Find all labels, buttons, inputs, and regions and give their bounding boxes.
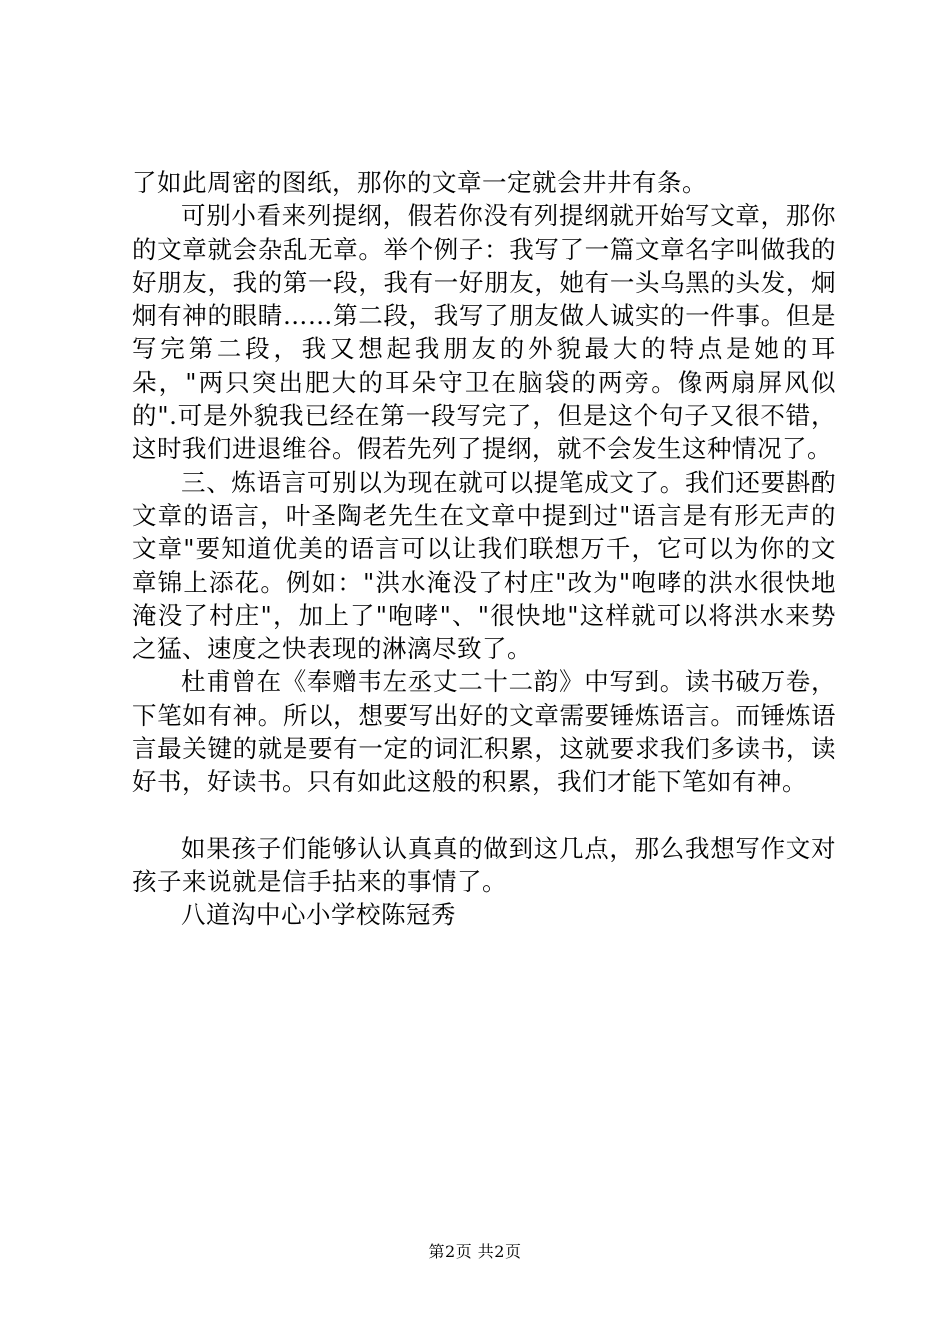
paragraph-conclusion: 如果孩子们能够认认真真的做到这几点，那么我想写作文对孩子来说就是信手拈来的事情了。: [132, 833, 836, 896]
paragraph-du-fu: 杜甫曾在《奉赠韦左丞丈二十二韵》中写到。读书破万卷，下笔如有神。所以，想要写出好的文章需要锤炼语言。而锤炼语言最关键的就是要有一定的词汇积累，这就要求我们多读书，读好书，好读书。只有如此这般的积累，我们才能下笔如有神。: [132, 667, 836, 797]
page-number-footer: 第2页 共2页: [428, 1242, 522, 1261]
paragraph-outline: 可别小看来列提纲，假若你没有列提纲就开始写文章，那你的文章就会杂乱无章。举个例子：我写了一篇文章名字叫做我的好朋友，我的第一段，我有一好朋友，她有一头乌黑的头发，炯炯有神的眼睛……第二段，我写了朋友做人诚实的一件事。但是写完第二段，我又想起我朋友的外貌最大的特点是她的耳朵，"两只突出肥大的耳朵守卫在脑袋的两旁。像两扇屏风似的".可是外貌我已经在第一段写完了，但是这个句子又很不错，这时我们进退维谷。假若先列了提纲，就不会发生这种情况了。: [132, 201, 836, 464]
paragraph-language: 三、炼语言可别以为现在就可以提笔成文了。我们还要斟酌文章的语言，叶圣陶老先生在文章中提到过"语言是有形无声的文章"要知道优美的语言可以让我们联想万千，它可以为你的文章锦上添花。例如："洪水淹没了村庄"改为"咆哮的洪水很快地淹没了村庄"，加上了"咆哮"、"很快地"这样就可以将洪水来势之猛、速度之快表现的淋漓尽致了。: [132, 467, 836, 664]
paragraph-continuation: 了如此周密的图纸，那你的文章一定就会井井有条。: [132, 168, 707, 197]
document-body: [132, 166, 836, 932]
author-signature: 八道沟中心小学校陈冠秀: [181, 900, 456, 930]
